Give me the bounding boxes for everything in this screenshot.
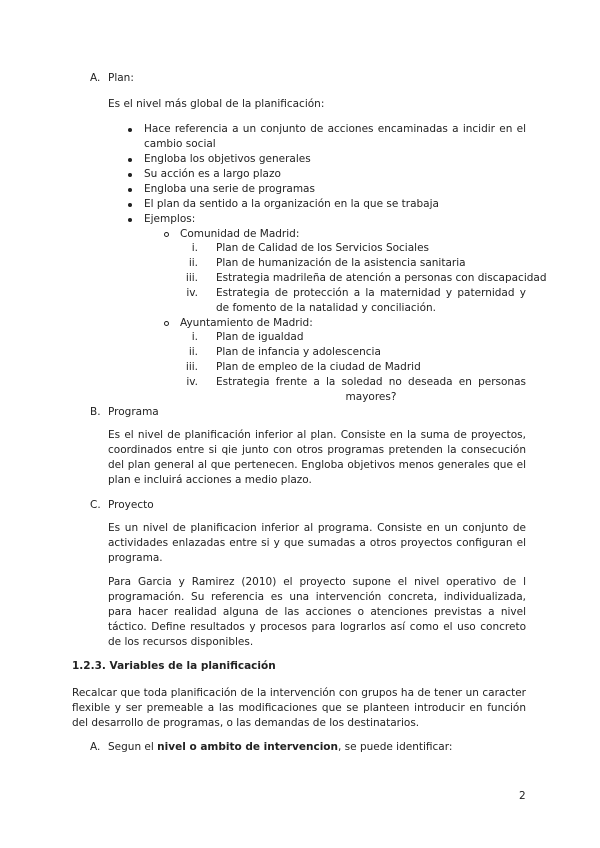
bullet-item: El plan da sentido a la organización en la que se trabaja xyxy=(144,198,439,210)
section-b-marker: B. xyxy=(90,406,101,418)
roman-numeral: ii. xyxy=(188,257,198,269)
sub-bullet-circle xyxy=(164,232,169,237)
section-a-title: Plan: xyxy=(108,72,134,84)
bullet-dot xyxy=(128,203,132,207)
bullet-item: Engloba los objetivos generales xyxy=(144,153,311,165)
roman-numeral: ii. xyxy=(188,346,198,358)
list-item: Plan de igualdad xyxy=(216,331,304,343)
section-b-text: Es el nivel de planificación inferior al plan. Consiste en la suma de proyectos, coordinados entre si qie junto con otros programas pretenden la consecución del plan general al que pertenecen. Engloba objetivos menos generales que el plan e incluirá acciones a medio plazo. xyxy=(108,429,526,486)
variables-paragraph: Recalcar que toda planificación de la intervención con grupos ha de tener un caracter flexible y ser premeable a las modificaciones que se planteen introducir en función del desarrollo de programas, o las demandas de los destinatarios. xyxy=(72,687,526,729)
list-item: Estrategia frente a la soledad no deseada en personas mayores? xyxy=(216,376,526,403)
sub-bullet-circle xyxy=(164,321,169,326)
page-number: 2 xyxy=(519,790,526,802)
roman-numeral: iv. xyxy=(186,287,198,299)
roman-numeral: i. xyxy=(191,242,198,254)
last-item-bold: nivel o ambito de intervencion xyxy=(157,741,338,753)
group-title: Comunidad de Madrid: xyxy=(180,228,300,240)
bullet-item: Ejemplos: xyxy=(144,213,196,225)
list-item: Plan de infancia y adolescencia xyxy=(216,346,381,358)
bullet-dot xyxy=(128,158,132,162)
list-item: Plan de Calidad de los Servicios Sociales xyxy=(216,242,430,254)
last-item-text xyxy=(108,740,452,755)
section-c-marker: C. xyxy=(90,499,101,511)
section-b-title: Programa xyxy=(108,406,159,418)
last-item-prefix: Segun el xyxy=(108,741,158,753)
bullet-dot xyxy=(128,188,132,192)
list-item: Estrategia madrileña de atención a personas con discapacidad xyxy=(216,272,547,284)
section-a-marker: A. xyxy=(90,72,101,84)
section-a-intro: Es el nivel más global de la planificación: xyxy=(108,98,325,110)
section-c-title: Proyecto xyxy=(108,499,154,511)
list-item: Estrategia de protección a la maternidad y paternidad y de fomento de la natalidad y conciliación. xyxy=(216,287,526,314)
section-c-text-2: Para Garcia y Ramirez (2010) el proyecto supone el nivel operativo de l programación. Su referencia es una intervención concreta, individualizada, para hacer realidad alguna de las acciones o atenciones previstas a nivel táctico. Define resultados y procesos para lograrlos así como el uso concreto de los recursos disponibles. xyxy=(108,576,526,648)
list-item: Plan de empleo de la ciudad de Madrid xyxy=(216,361,421,373)
bullet-dot xyxy=(128,218,132,222)
section-c-text-1: Es un nivel de planificacion inferior al programa. Consiste en un conjunto de actividades enlazadas entre si y que sumadas a otros proyectos configuran el programa. xyxy=(108,522,526,564)
last-item-marker: A. xyxy=(90,741,101,753)
bullet-item: Engloba una serie de programas xyxy=(144,183,315,195)
roman-numeral: iii. xyxy=(185,361,198,373)
roman-numeral: iv. xyxy=(186,376,198,388)
group-title: Ayuntamiento de Madrid: xyxy=(180,317,313,329)
list-item: Plan de humanización de la asistencia sanitaria xyxy=(216,257,466,269)
roman-numeral: iii. xyxy=(185,272,198,284)
bullet-item: Su acción es a largo plazo xyxy=(144,168,281,180)
bullet-dot xyxy=(128,128,132,132)
last-item-suffix: , se puede identificar: xyxy=(338,741,453,753)
bullet-item: Hace referencia a un conjunto de acciones encaminadas a incidir en el cambio social xyxy=(144,123,526,150)
section-heading: 1.2.3. Variables de la planificación xyxy=(72,660,276,672)
roman-numeral: i. xyxy=(191,331,198,343)
bullet-dot xyxy=(128,173,132,177)
